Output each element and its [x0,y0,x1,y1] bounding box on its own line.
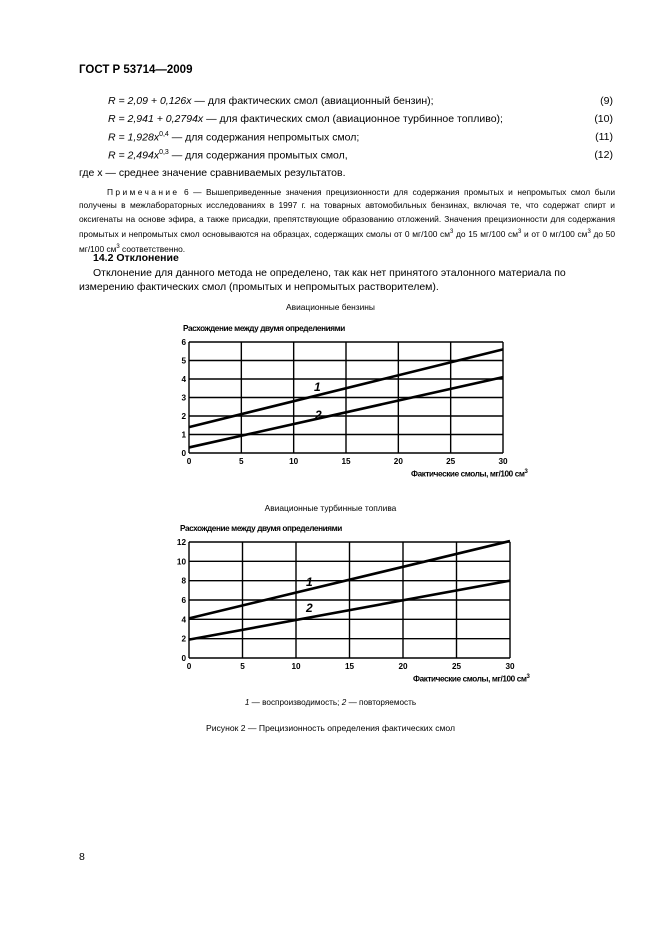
document-header: ГОСТ Р 53714—2009 [79,64,193,76]
equation-text: — для фактических смол (авиационный бензин); [191,95,434,107]
equation-number: (9) [600,95,613,107]
chart-x-tick-label: 0 [186,457,192,466]
page-number: 8 [79,851,85,863]
chart-series-label: 2 [306,601,313,615]
legend-item-number: 1 [244,698,250,707]
note-text: до 50 мг/100 см [79,228,615,254]
note-number: 6 — [179,187,207,197]
chart-y-tick-label: 4 [181,615,186,625]
section-body: Отклонение для данного метода не определено, так как нет принятого эталонного материала по измерению фактических смол (промытых и непромытых растворителем). [79,267,566,293]
chart-title: Авиационные турбинные топлива [264,503,397,513]
chart-x-tick-label: 5 [239,457,244,466]
chart-series-label: 1 [306,575,313,589]
note-label: Примечание [107,187,180,197]
chart-series-label: 2 [315,408,322,422]
chart-x-axis-label-text: Фактические смолы, мг/100 см [411,469,525,479]
chart-x-tick-label: 10 [289,457,299,466]
legend-item-text: — повторяемость [346,698,417,707]
variable-definition: где x — среднее значение сравниваемых результатов. [79,167,346,179]
chart-y-tick-label: 3 [181,393,186,403]
chart-x-tick-label: 30 [505,662,515,671]
chart-series-label: 1 [314,380,321,394]
equation-formula: R = 2,941 + 0,2794x [108,113,204,125]
chart-y-tick-label: 0 [181,449,186,458]
equation-exponent: 0,3 [159,149,169,156]
figure-legend [0,698,661,707]
equation-formula: R = 2,09 + 0,126x [108,95,192,107]
chart-x-axis-label-sup: 3 [526,674,530,680]
equation-formula: R = 1,928x [108,131,160,144]
equation-number: (11) [595,131,613,143]
chart-x-tick-label: 25 [446,457,456,466]
note-text: соответственно. [119,243,186,254]
chart-y-axis-label: Расхождение между двумя определениями [180,524,342,533]
superscript: 3 [518,228,522,235]
equation-number: (12) [594,149,613,161]
chart-x-tick-label: 15 [341,457,351,466]
equation-number: (10) [594,113,613,125]
chart-x-axis-label-text: Фактические смолы, мг/100 см [413,674,527,684]
chart-x-tick-label: 0 [186,662,192,671]
equation-exponent: 0,4 [159,131,169,138]
equation-text: — для содержания промытых смол, [168,149,348,162]
chart-x-tick-label: 20 [398,662,408,671]
chart-y-tick-label: 2 [181,634,186,644]
legend-item-text: — воспроизводимость; [249,698,342,707]
chart-x-tick-label: 5 [240,662,245,671]
note-text: Вышеприведенные значения прецизионности для содержания промытых и непромытых смол были получены в межлабораторных исследованиях в 1997 г. на товарных автомобильных бензинах, включая те, что содержат спирт и оксигенаты на основе эфира, а также присадки, препятствующие образованию отложений. Значения прецизионности для содержания промытых и непромытых смол основываются на образцах, содержащих смолы от 0 мг/100 см [79,187,616,239]
chart-y-tick-label: 12 [176,538,186,547]
equation-text: — для содержания непромытых смол; [168,131,360,144]
superscript: 3 [587,228,591,235]
note-text: и от 0 мг/100 см [521,228,588,239]
chart-x-tick-label: 15 [344,662,355,671]
figure-caption: Рисунок 2 — Прецизионность определения фактических смол [205,723,456,733]
chart-x-tick-label: 20 [393,457,403,466]
equation-formula: R = 2,494x [108,149,160,162]
superscript: 3 [116,243,120,250]
chart-y-axis-label: Расхождение между двумя определениями [183,324,345,333]
chart-x-tick-label: 30 [498,457,508,466]
chart-y-tick-label: 10 [176,557,186,567]
chart-y-tick-label: 6 [181,338,186,347]
chart-title: Авиационные бензины [286,302,375,312]
chart-y-tick-label: 2 [181,412,186,421]
chart-y-tick-label: 4 [181,375,186,384]
equation-text: — для фактических смол (авиационное турбинное топливо); [203,113,503,125]
chart-y-tick-label: 1 [181,430,186,440]
legend-item-number: 2 [341,698,347,707]
chart-x-axis-label-sup: 3 [524,469,528,475]
chart-y-tick-label: 6 [181,596,186,605]
section-title: 14.2 Отклонение [93,252,179,264]
chart-y-tick-label: 8 [181,576,186,586]
chart-y-tick-label: 0 [181,654,186,663]
note-text: до 15 мг/100 см [453,228,518,239]
superscript: 3 [450,228,454,235]
chart-y-tick-label: 5 [181,356,186,366]
chart-x-tick-label: 10 [291,662,301,671]
chart-x-tick-label: 25 [451,662,462,671]
